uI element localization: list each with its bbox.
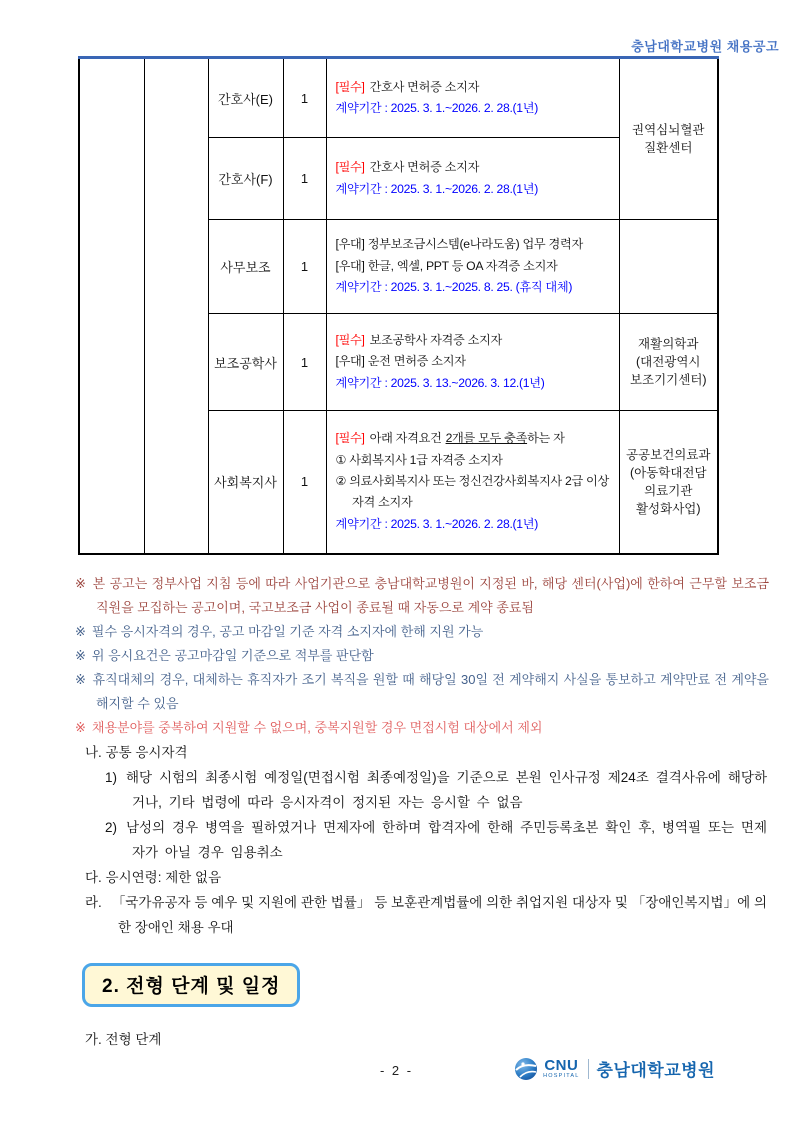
note-marker: ※: [75, 672, 87, 687]
required-tag: [필수]: [335, 332, 365, 347]
note-item: [75, 620, 769, 644]
required-tag: [필수]: [335, 431, 365, 446]
logo-cnu-block: [543, 1058, 579, 1080]
section2-title: 2. 전형 단계 및 일정: [102, 976, 281, 997]
item-number: 2): [105, 820, 118, 835]
note-text: 휴직대체의 경우, 대체하는 휴직자가 조기 복직을 원할 때 해당일 30일 전 계약해지 사실을 통보하고 계약만료 전 계약을 해지할 수 있음: [92, 672, 769, 711]
globe-icon: [514, 1057, 538, 1081]
preferred-line: [우대] 한글, 엑셀, PPT 등 OA 자격증 소지자: [335, 258, 558, 273]
dept-line: (아동학대전담: [629, 465, 707, 480]
contract-period: 계약기간 : 2025. 3. 1.~2026. 2. 28.(1년): [335, 516, 539, 531]
requirement-text: 보조공학사 자격증 소지자: [369, 332, 503, 347]
note-text: 위 응시요건은 공고마감일 기준으로 적부를 판단함: [91, 648, 374, 663]
note-text: 본 공고는 정부사업 지침 등에 따라 사업기관으로 충남대학교병원이 지정된 바, 해당 센터(사업)에 한하여 근무할 보조금직원을 모집하는 공고이며, 국고보조금 사업이 종료될 때 자동으로 계약 종료됨: [92, 576, 769, 615]
note-marker: ※: [75, 624, 86, 639]
job-cell: 사회복지사: [208, 411, 283, 554]
count-cell: 1: [283, 138, 326, 220]
count-cell: 1: [283, 220, 326, 314]
job-table: [78, 56, 719, 555]
note-text: 필수 응시자격의 경우, 공고 마감일 기준 자격 소지자에 한해 지원 가능: [91, 624, 484, 639]
note-item: [75, 668, 769, 716]
requirement-line: [336, 157, 615, 178]
job-cell: 간호사(E): [208, 58, 283, 138]
contract-period: 계약기간 : 2025. 3. 1.~2026. 2. 28.(1년): [335, 101, 539, 115]
dept-cell: [619, 58, 718, 220]
note-item: [75, 644, 769, 668]
requirements-cell: [326, 220, 619, 314]
notes-section: [75, 572, 769, 740]
logo-divider: [588, 1059, 589, 1079]
section2-heading-box: [82, 963, 300, 1007]
dept-cell: [619, 314, 718, 411]
requirement-line: [336, 77, 615, 98]
note-item: [75, 572, 769, 620]
dept-line: 활성화사업): [635, 501, 701, 516]
requirement-underlined-text: 2개를 모두 충족: [445, 431, 528, 446]
requirement-text: 아래 자격요건: [369, 431, 442, 446]
logo-hospital-name: 충남대학교병원: [596, 1061, 715, 1080]
required-tag: [필수]: [335, 79, 365, 94]
requirements-cell: [326, 58, 619, 138]
requirement-text: 간호사 면허증 소지자: [369, 160, 480, 175]
job-cell: 간호사(F): [208, 138, 283, 220]
item-text: 해당 시험의 최종시험 예정일(면접시험 최종예정일)을 기준으로 본원 인사규정 제24조 결격사유에 해당하거나, 기타 법령에 따라 응시자격이 정지된 자는 응시할 수 없음: [126, 770, 767, 810]
requirement-text: 하는 자: [527, 431, 565, 446]
doc-header-title: 충남대학교병원 채용공고: [631, 39, 779, 54]
eligibility-item-2: [105, 815, 767, 865]
count-cell: 1: [283, 58, 326, 138]
job-cell: 보조공학사: [208, 314, 283, 411]
count-cell: 1: [283, 314, 326, 411]
item-number: 라.: [85, 895, 102, 910]
heading-common-eligibility: 나. 공통 응시자격: [85, 745, 188, 760]
requirement-line: [336, 330, 615, 351]
contract-period: 계약기간 : 2025. 3. 1.~2026. 2. 28.(1년): [335, 181, 539, 196]
dept-cell: [619, 411, 718, 554]
requirements-cell: [326, 314, 619, 411]
requirements-cell: [326, 411, 619, 554]
qualification-item: ① 사회복지사 1급 자격증 소지자: [335, 452, 503, 467]
job-cell: 사무보조: [208, 220, 283, 314]
heading-veteran-preference: [85, 890, 767, 940]
dept-cell-empty: [619, 220, 718, 314]
contract-period: 계약기간 : 2025. 3. 13.~2026. 3. 12.(1년): [335, 375, 545, 390]
note-text: 채용분야를 중복하여 지원할 수 없으며, 중복지원할 경우 면접시험 대상에서 제외: [91, 720, 543, 735]
eligibility-section: [85, 740, 767, 940]
note-marker: ※: [75, 576, 87, 591]
item-text: 남성의 경우 병역을 필하였거나 면제자에 한하며 합격자에 한해 주민등록초본 확인 후, 병역필 또는 면제자가 아닐 경우 임용취소: [126, 820, 767, 860]
dept-line: 질환센터: [644, 141, 693, 155]
dept-line: 공공보건의료과: [625, 447, 711, 462]
count-cell: 1: [283, 411, 326, 554]
empty-cell-col2: [144, 58, 208, 554]
dept-line: 권역심뇌혈관: [632, 122, 705, 137]
item-text: 「국가유공자 등 예우 및 지원에 관한 법률」 등 보훈관계법률에 의한 취업지원 대상자 및 「장애인복지법」에 의한 장애인 채용 우대: [111, 895, 767, 935]
item-number: 1): [105, 770, 118, 785]
heading-age-limit: 다. 응시연령: 제한 없음: [85, 870, 222, 885]
dept-line: 보조기기센터): [629, 373, 707, 388]
dept-line: (대전광역시: [635, 354, 701, 369]
logo-hospital-text: HOSPITAL: [543, 1072, 580, 1079]
requirement-text: 간호사 면허증 소지자: [369, 79, 480, 94]
note-marker: ※: [75, 648, 86, 663]
note-marker: ※: [75, 720, 86, 735]
qualification-item: ② 의료사회복지사 또는 정신건강사회복지사 2급 이상 자격 소지자: [335, 474, 609, 510]
contract-period: 계약기간 : 2025. 3. 1.~2025. 8. 25. (휴직 대체): [335, 280, 573, 295]
page-number: - 2 -: [379, 1063, 414, 1078]
hospital-logo: [514, 1056, 715, 1081]
logo-cnu-text: CNU: [544, 1056, 579, 1074]
required-tag: [필수]: [335, 160, 365, 175]
preferred-line: [우대] 운전 면허증 소지자: [335, 354, 466, 369]
table-row-nurse-e: [79, 58, 718, 138]
sub-heading-selection-stages: 가. 전형 단계: [85, 1032, 162, 1047]
dept-line: 의료기관: [644, 483, 693, 498]
note-item: [75, 716, 769, 740]
requirement-line: [336, 428, 615, 449]
empty-cell-col1: [79, 58, 144, 554]
preferred-line: [우대] 정부보조금시스템(e나라도움) 업무 경력자: [335, 237, 583, 252]
requirements-cell: [326, 138, 619, 220]
eligibility-item-1: [105, 765, 767, 815]
dept-line: 재활의학과: [638, 336, 699, 351]
